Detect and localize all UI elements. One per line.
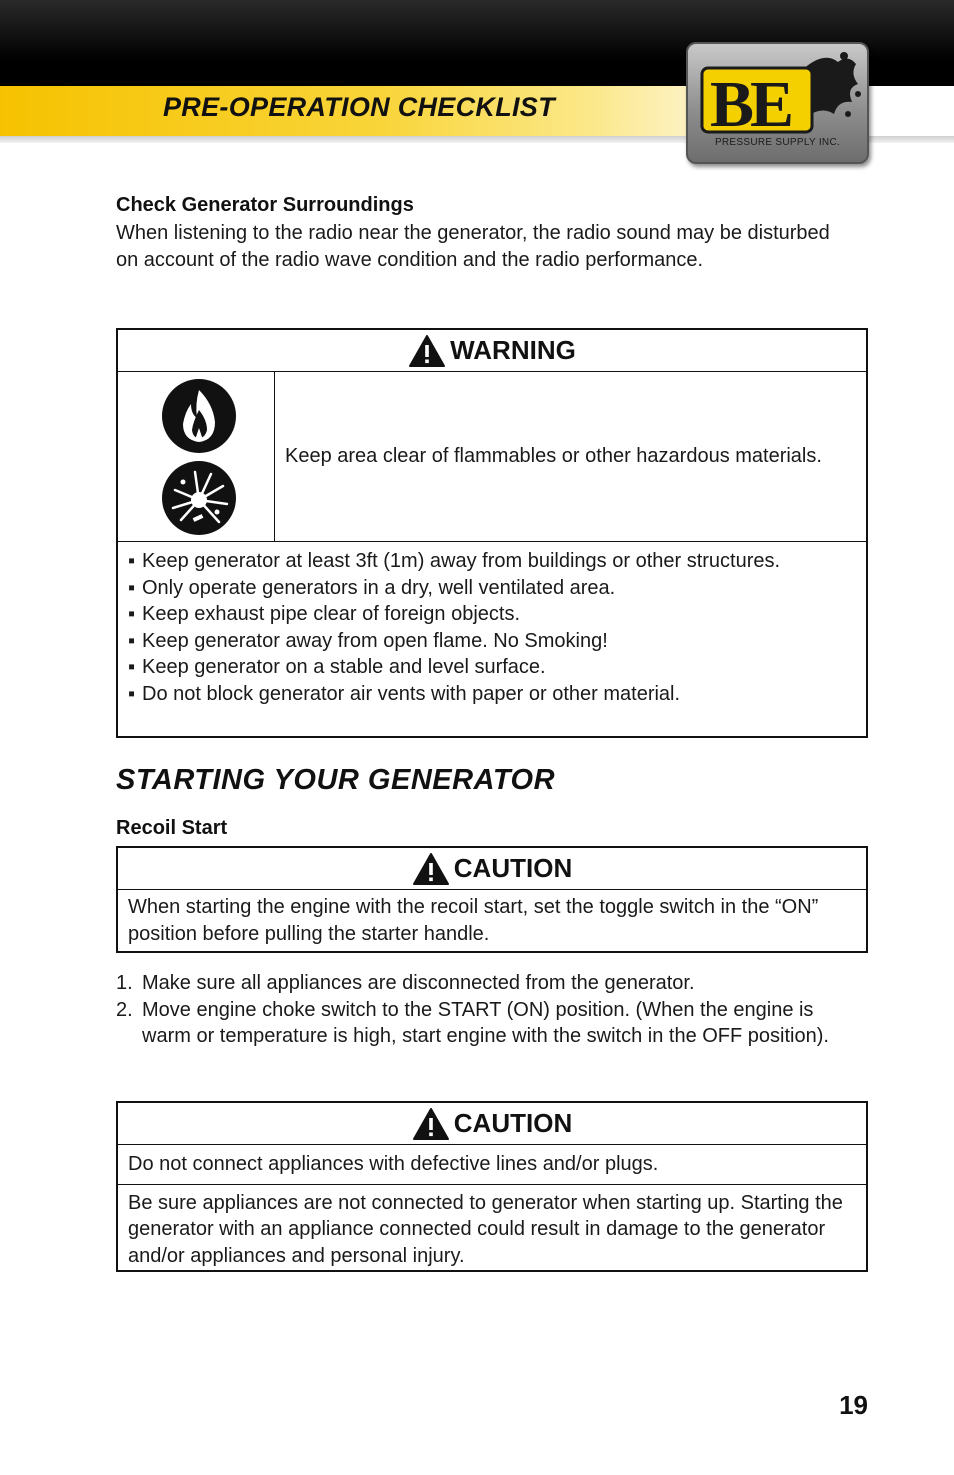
bullet-marker: ▪ [128, 550, 136, 572]
caution-header [118, 1103, 866, 1145]
brand-logo [686, 42, 869, 164]
caution-row-1: Do not connect appliances with defective lines and/or plugs. [118, 1145, 866, 1185]
list-item: ▪ Only operate generators in a dry, well ventilated area. [128, 575, 856, 602]
list-item: 1. Make sure all appliances are disconnected from the generator. [116, 970, 856, 997]
bullet-marker: ▪ [128, 603, 136, 625]
warning-header [118, 330, 866, 372]
caution-box-2 [116, 1101, 868, 1272]
list-item: ▪ Keep generator at least 3ft (1m) away from buildings or other structures. [128, 548, 856, 575]
list-item: ▪ Keep generator on a stable and level surface. [128, 654, 856, 681]
caution-header [118, 848, 866, 890]
bullet-marker: ▪ [128, 682, 136, 705]
warning-box [116, 328, 868, 738]
warning-triangle-icon [412, 1107, 450, 1141]
warning-message: Keep area clear of flammables or other hazardous materials. [285, 445, 822, 468]
warning-triangle-icon [412, 852, 450, 886]
warning-body [118, 372, 866, 542]
surroundings-text: When listening to the radio near the generator, the radio sound may be disturbed on account of the radio wave condition and the radio performance. [116, 222, 830, 271]
caution-label: CAUTION [453, 1108, 573, 1138]
steps-list [116, 970, 856, 1050]
step-number: 1. [116, 972, 133, 994]
warning-label: WARNING [450, 335, 576, 365]
page-title: PRE-OPERATION CHECKLIST [163, 92, 555, 122]
list-item: ▪ Do not block generator air vents with paper or other material. [128, 681, 856, 708]
warning-bullet-list [118, 542, 866, 711]
logo-subtitle: PRESSURE SUPPLY INC. [714, 137, 841, 148]
caution-label: CAUTION [453, 853, 573, 883]
list-item: 2. Move engine choke switch to the START (ON) position. (When the engine is warm or temperature is high, start engine with the switch in the OFF position). [116, 998, 829, 1047]
warning-triangle-icon [408, 334, 446, 368]
fire-hazard-icon [161, 378, 237, 454]
caution-row-2: Be sure appliances are not connected to generator when starting up. Starting the generator with an appliance connected could result in damage to the generator and/or appliances and personal injury. [128, 1191, 843, 1267]
list-item: ▪ Keep exhaust pipe clear of foreign objects. [128, 601, 856, 628]
bullet-marker: ▪ [128, 576, 136, 599]
caution-text: When starting the engine with the recoil start, set the toggle switch in the “ON” position before pulling the starter handle. [128, 896, 819, 945]
bullet-marker: ▪ [128, 656, 136, 678]
step-number: 2. [116, 998, 133, 1021]
bullet-marker: ▪ [128, 629, 136, 652]
page-number: 19 [839, 1390, 868, 1420]
logo-letters: BE [710, 68, 791, 141]
hazard-icons [118, 372, 275, 541]
surroundings-heading: Check Generator Surroundings [116, 194, 414, 216]
caution-box-1 [116, 846, 868, 953]
explosion-hazard-icon [161, 460, 237, 536]
section-title: STARTING YOUR GENERATOR [116, 764, 556, 796]
section-subtitle: Recoil Start [116, 817, 228, 839]
list-item: ▪ Keep generator away from open flame. No Smoking! [128, 628, 856, 655]
